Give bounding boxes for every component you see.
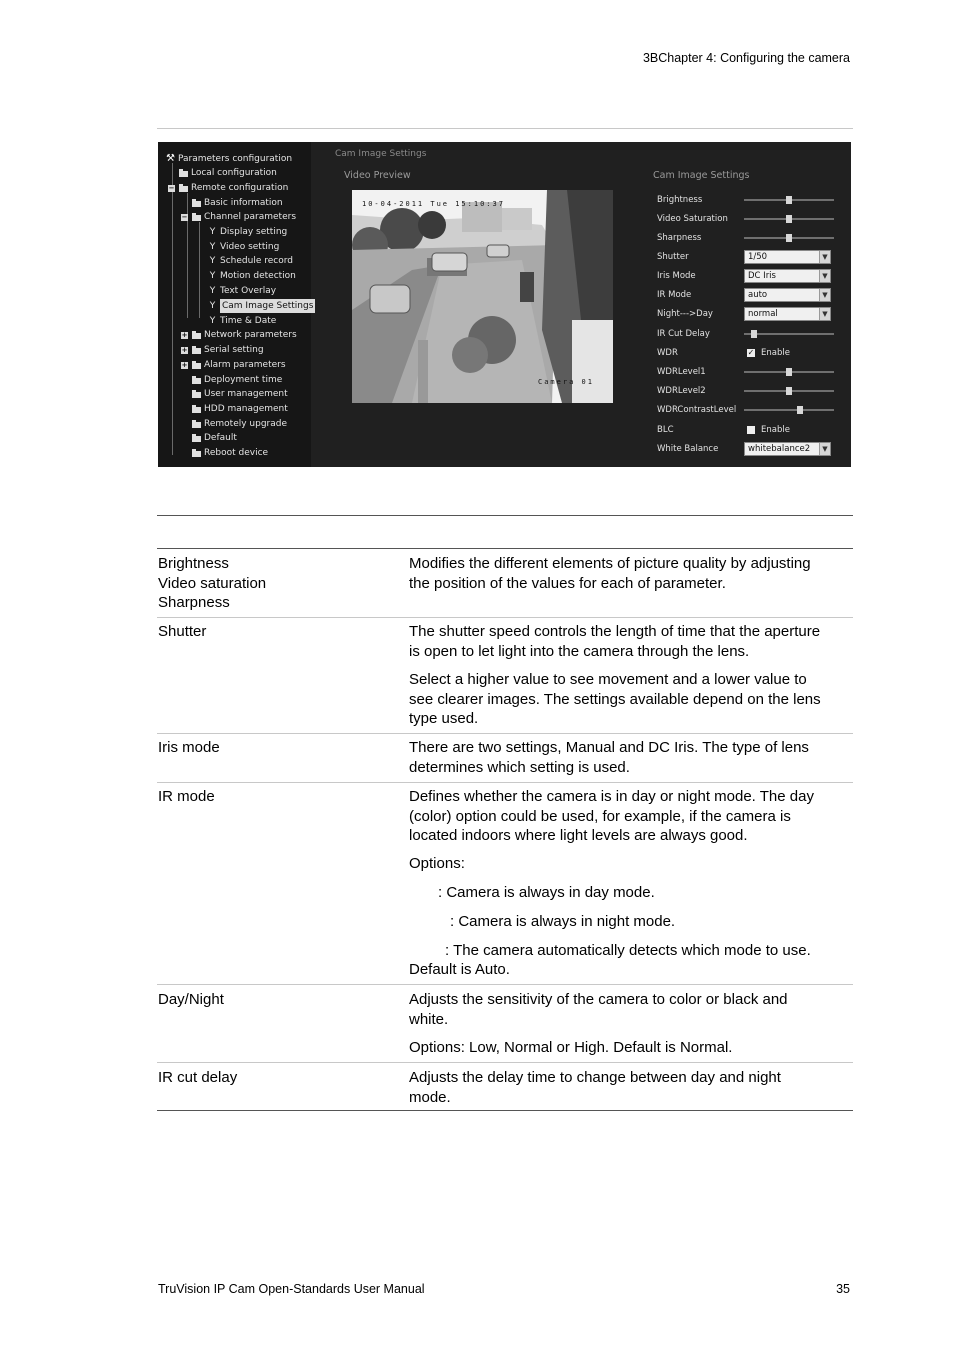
tree-item-reboot-device[interactable]: Reboot device bbox=[192, 446, 268, 460]
table-row-4-option-day: : Camera is always in day mode. bbox=[438, 884, 655, 901]
video-preview-title: Video Preview bbox=[344, 170, 411, 181]
wdr-level2-slider-knob[interactable] bbox=[786, 387, 792, 395]
ir-mode-select[interactable]: auto ▼ bbox=[744, 288, 831, 302]
folder-icon bbox=[192, 346, 201, 355]
ir-mode-label: IR Mode bbox=[657, 290, 692, 300]
table-row-4-desc: Defines whether the camera is in day or night mode. The day (color) option could be used, for example, if the camera is located indoors where light levels are always good. bbox=[409, 788, 814, 844]
blc-row bbox=[657, 423, 837, 437]
brightness-label: Brightness bbox=[657, 195, 703, 205]
table-bottom-rule bbox=[157, 1110, 853, 1111]
expand-icon[interactable]: + bbox=[181, 345, 188, 354]
table-row-4-option-auto: : The camera automatically detects which mode to use. bbox=[445, 942, 811, 959]
footer-page-number: 35 bbox=[836, 1282, 850, 1296]
iris-mode-select[interactable]: DC Iris ▼ bbox=[744, 269, 831, 283]
caption-rule bbox=[157, 515, 853, 516]
wdr-level1-slider[interactable] bbox=[744, 371, 834, 373]
chevron-down-icon[interactable]: ▼ bbox=[819, 308, 830, 320]
table-row-6-label: IR cut delay bbox=[158, 1069, 238, 1086]
wdr-label: WDR bbox=[657, 348, 678, 358]
osd-camera-name: Camera 01 bbox=[538, 378, 594, 386]
cam-image-settings-screenshot bbox=[158, 142, 851, 467]
collapse-icon[interactable]: − bbox=[181, 212, 188, 221]
ir-mode-row bbox=[657, 288, 837, 302]
sharpness-slider-knob[interactable] bbox=[786, 234, 792, 242]
wdr-contrast-level-slider[interactable] bbox=[744, 409, 834, 411]
table-row-3-label: Iris mode bbox=[158, 739, 220, 756]
tree-item-video-setting[interactable]: Y Video setting bbox=[209, 241, 280, 252]
table-row-5-desc: Adjusts the sensitivity of the camera to color or black and white. bbox=[409, 991, 788, 1028]
tree-item-remote-configuration[interactable]: − Remote configuration bbox=[168, 183, 289, 193]
folder-icon bbox=[192, 199, 201, 208]
video-saturation-row bbox=[657, 212, 837, 226]
folder-icon bbox=[192, 213, 201, 222]
folder-icon bbox=[192, 405, 201, 414]
table-row-divider bbox=[157, 782, 853, 783]
video-preview bbox=[352, 190, 613, 403]
brightness-row bbox=[657, 193, 837, 207]
ir-cut-delay-slider[interactable] bbox=[744, 333, 834, 335]
shutter-label: Shutter bbox=[657, 252, 689, 262]
table-row-1-label: Brightness Video saturation Sharpness bbox=[158, 555, 267, 611]
tree-item-serial-setting[interactable]: + Serial setting bbox=[181, 345, 264, 355]
tree-item-default[interactable]: Default bbox=[192, 431, 237, 445]
tree-item-network-parameters[interactable]: + Network parameters bbox=[181, 330, 297, 340]
sharpness-row bbox=[657, 231, 837, 245]
folder-icon bbox=[192, 434, 201, 443]
wdr-level1-row bbox=[657, 365, 837, 379]
table-row-2-desc2: Select a higher value to see movement and a lower value to see clearer images. The settings available depend on the lens type used. bbox=[409, 671, 821, 727]
table-row-5-desc2: Options: Low, Normal or High. Default is Normal. bbox=[409, 1039, 733, 1056]
shutter-select[interactable]: 1/50 ▼ bbox=[744, 250, 831, 264]
iris-mode-row bbox=[657, 269, 837, 283]
parameters-icon: ⚒ bbox=[166, 153, 175, 164]
wdr-contrast-level-row bbox=[657, 403, 837, 417]
table-row-4-option-night: : Camera is always in night mode. bbox=[450, 913, 676, 930]
table-row-6-desc: Adjusts the delay time to change between day and night mode. bbox=[409, 1069, 781, 1106]
folder-icon bbox=[192, 390, 201, 399]
wdr-row bbox=[657, 346, 837, 360]
night-day-select[interactable]: normal ▼ bbox=[744, 307, 831, 321]
wdr-enable-label: Enable bbox=[761, 348, 790, 358]
wdr-level2-slider[interactable] bbox=[744, 390, 834, 392]
expand-icon[interactable]: + bbox=[181, 360, 188, 369]
blc-enable-label: Enable bbox=[761, 425, 790, 435]
chevron-down-icon[interactable]: ▼ bbox=[819, 289, 830, 301]
wdr-checkbox[interactable]: ✓ bbox=[747, 348, 755, 357]
parameters-tree bbox=[158, 142, 314, 467]
footer-manual-title: TruVision IP Cam Open-Standards User Manual bbox=[158, 1282, 425, 1296]
folder-icon bbox=[192, 420, 201, 429]
sharpness-label: Sharpness bbox=[657, 233, 702, 243]
wdr-contrast-level-label: WDRContrastLevel bbox=[657, 405, 737, 415]
folder-icon bbox=[179, 184, 188, 193]
wdr-level1-slider-knob[interactable] bbox=[786, 368, 792, 376]
tree-item-display-setting[interactable]: Y Display setting bbox=[209, 226, 288, 237]
wrench-icon: Y bbox=[209, 241, 216, 252]
ir-cut-delay-label: IR Cut Delay bbox=[657, 329, 710, 339]
tree-item-time-date[interactable]: Y Time & Date bbox=[209, 315, 277, 326]
folder-icon bbox=[192, 376, 201, 385]
tree-item-remotely-upgrade[interactable]: Remotely upgrade bbox=[192, 417, 287, 431]
wrench-icon: Y bbox=[209, 315, 216, 326]
table-row-divider bbox=[157, 984, 853, 985]
camera-scene-image bbox=[352, 190, 613, 403]
osd-datetime: 10-04-2011 Tue 15:10:37 bbox=[362, 200, 505, 208]
sharpness-slider[interactable] bbox=[744, 237, 834, 239]
wdr-contrast-level-slider-knob[interactable] bbox=[797, 406, 803, 414]
white-balance-select[interactable]: whitebalance2 ▼ bbox=[744, 442, 831, 456]
folder-icon bbox=[192, 449, 201, 458]
wrench-icon: Y bbox=[209, 226, 216, 237]
chevron-down-icon[interactable]: ▼ bbox=[819, 270, 830, 282]
expand-icon[interactable]: + bbox=[181, 330, 188, 339]
tree-item-channel-parameters[interactable]: − Channel parameters bbox=[181, 212, 297, 222]
table-row-2-desc: The shutter speed controls the length of time that the aperture is open to let light into the camera through the lens. bbox=[409, 623, 821, 660]
video-saturation-slider[interactable] bbox=[744, 218, 834, 220]
wdr-level2-label: WDRLevel2 bbox=[657, 386, 706, 396]
chevron-down-icon[interactable]: ▼ bbox=[819, 251, 830, 263]
night-day-row bbox=[657, 307, 837, 321]
table-row-4-options-label: Options: bbox=[409, 855, 465, 872]
table-row-2-label: Shutter bbox=[158, 623, 207, 640]
header-rule bbox=[157, 128, 853, 129]
tree-item-basic-information[interactable]: Basic information bbox=[192, 196, 283, 210]
shutter-row bbox=[657, 250, 837, 264]
tree-item-deployment-time[interactable]: Deployment time bbox=[192, 373, 282, 387]
blc-checkbox[interactable] bbox=[747, 426, 755, 434]
white-balance-row bbox=[657, 442, 837, 456]
white-balance-label: White Balance bbox=[657, 444, 719, 454]
tree-root[interactable]: ⚒ Parameters configuration bbox=[166, 153, 293, 164]
tree-item-alarm-parameters[interactable]: + Alarm parameters bbox=[181, 360, 286, 370]
wrench-icon: Y bbox=[209, 255, 216, 266]
wdr-level2-row bbox=[657, 384, 837, 398]
chapter-header: 3BChapter 4: Configuring the camera bbox=[642, 51, 850, 65]
table-row-divider bbox=[157, 617, 853, 618]
table-row-3-desc: There are two settings, Manual and DC Iris. The type of lens determines which setting is used. bbox=[409, 739, 809, 776]
brightness-slider-knob[interactable] bbox=[786, 196, 792, 204]
table-row-divider bbox=[157, 733, 853, 734]
chevron-down-icon[interactable]: ▼ bbox=[819, 443, 830, 455]
tree-item-user-management[interactable]: User management bbox=[192, 387, 288, 401]
folder-icon bbox=[179, 169, 188, 178]
table-top-rule bbox=[157, 548, 853, 549]
blc-label: BLC bbox=[657, 425, 674, 435]
tree-item-schedule-record[interactable]: Y Schedule record bbox=[209, 255, 293, 266]
tree-item-hdd-management[interactable]: HDD management bbox=[192, 402, 288, 416]
tree-item-text-overlay[interactable]: Y Text Overlay bbox=[209, 285, 277, 296]
tree-item-local-configuration[interactable]: Local configuration bbox=[179, 166, 277, 180]
video-saturation-label: Video Saturation bbox=[657, 214, 728, 224]
page-title: Cam Image Settings bbox=[335, 149, 427, 159]
video-saturation-slider-knob[interactable] bbox=[786, 215, 792, 223]
table-row-5-label: Day/Night bbox=[158, 991, 224, 1008]
settings-title: Cam Image Settings bbox=[653, 170, 750, 181]
table-row-4-default: Default is Auto. bbox=[409, 961, 510, 978]
ir-cut-delay-slider-knob[interactable] bbox=[751, 330, 757, 338]
wrench-icon: Y bbox=[209, 300, 216, 311]
brightness-slider[interactable] bbox=[744, 199, 834, 201]
night-day-label: Night--->Day bbox=[657, 309, 713, 319]
wdr-level1-label: WDRLevel1 bbox=[657, 367, 706, 377]
iris-mode-label: Iris Mode bbox=[657, 271, 696, 281]
ir-cut-delay-row bbox=[657, 327, 837, 341]
table-row-divider bbox=[157, 1062, 853, 1063]
table-row-4-label: IR mode bbox=[158, 788, 215, 805]
wrench-icon: Y bbox=[209, 270, 216, 281]
tree-item-cam-image-settings[interactable]: Y Cam Image Settings bbox=[209, 300, 314, 311]
collapse-icon[interactable]: − bbox=[168, 183, 175, 192]
wrench-icon: Y bbox=[209, 285, 216, 296]
tree-item-motion-detection[interactable]: Y Motion detection bbox=[209, 270, 296, 281]
folder-icon bbox=[192, 331, 201, 340]
folder-icon bbox=[192, 361, 201, 370]
table-row-1-desc: Modifies the different elements of picture quality by adjusting the position of the values for each of parameter. bbox=[409, 555, 811, 592]
